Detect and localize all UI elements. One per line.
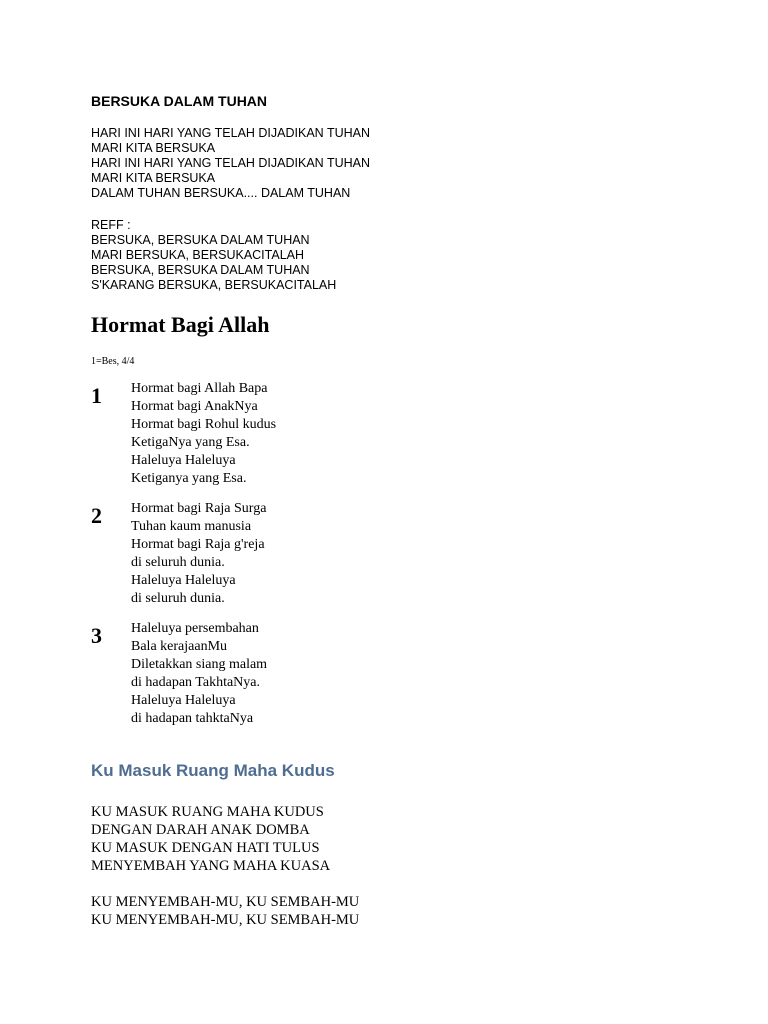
lyric-line: di hadapan TakhtaNya.	[131, 674, 260, 690]
verse-number: 1	[91, 383, 102, 408]
verse-lines	[131, 620, 267, 727]
lyric-line: S'KARANG BERSUKA, BERSUKACITALAH	[91, 278, 337, 292]
lyric-line: Hormat bagi AnakNya	[131, 398, 258, 414]
song3-stanza-2	[91, 893, 359, 929]
lyric-line: KetigaNya yang Esa.	[131, 434, 250, 450]
lyric-line: KU MASUK DENGAN HATI TULUS	[91, 840, 320, 856]
lyric-line: KU MENYEMBAH-MU, KU SEMBAH-MU	[91, 912, 360, 928]
song1-verse	[91, 126, 370, 201]
lyric-line: Ketiganya yang Esa.	[131, 470, 247, 486]
lyric-line: KU MENYEMBAH-MU, KU SEMBAH-MU	[91, 894, 360, 910]
lyric-line: Hormat bagi Raja g'reja	[131, 536, 265, 552]
lyric-line: Bala kerajaanMu	[131, 638, 228, 654]
lyric-line: Haleluya Haleluya	[131, 692, 236, 708]
reff-label: REFF :	[91, 218, 131, 232]
lyric-line: BERSUKA, BERSUKA DALAM TUHAN	[91, 263, 310, 277]
lyric-line: Haleluya Haleluya	[131, 452, 236, 468]
lyric-line: di seluruh dunia.	[131, 554, 225, 570]
verse-lines	[131, 500, 266, 607]
lyric-line: Haleluya Haleluya	[131, 572, 236, 588]
lyric-line: MARI KITA BERSUKA	[91, 141, 216, 155]
lyric-line: DALAM TUHAN BERSUKA.... DALAM TUHAN	[91, 186, 351, 200]
lyric-line: MARI BERSUKA, BERSUKACITALAH	[91, 248, 305, 262]
lyric-line: Diletakkan siang malam	[131, 656, 268, 672]
lyric-line: Tuhan kaum manusia	[131, 518, 252, 534]
song1-reff	[91, 218, 336, 293]
song-title-ku-masuk: Ku Masuk Ruang Maha Kudus	[91, 761, 335, 780]
lyric-line: BERSUKA, BERSUKA DALAM TUHAN	[91, 233, 310, 247]
lyric-line: DENGAN DARAH ANAK DOMBA	[91, 822, 310, 838]
verse-number: 3	[91, 623, 102, 648]
lyric-line: di seluruh dunia.	[131, 590, 225, 606]
lyric-line: HARI INI HARI YANG TELAH DIJADIKAN TUHAN	[91, 156, 370, 170]
lyric-line: KU MASUK RUANG MAHA KUDUS	[91, 804, 324, 820]
verse-number: 2	[91, 503, 102, 528]
key-signature: 1=Bes, 4/4	[91, 356, 135, 367]
lyric-line: di hadapan tahktaNya	[131, 710, 254, 726]
lyric-line: HARI INI HARI YANG TELAH DIJADIKAN TUHAN	[91, 126, 370, 140]
lyric-line: MENYEMBAH YANG MAHA KUASA	[91, 858, 331, 874]
lyric-line: Hormat bagi Raja Surga	[131, 501, 267, 516]
lyric-line: MARI KITA BERSUKA	[91, 171, 216, 185]
song-title-hormat: Hormat Bagi Allah	[91, 312, 270, 337]
lyric-line: Hormat bagi Allah Bapa	[131, 381, 268, 396]
song3-stanza-1	[91, 803, 330, 875]
verse-lines	[131, 380, 276, 487]
lyric-line: Hormat bagi Rohul kudus	[131, 416, 277, 432]
song-title-bersuka: BERSUKA DALAM TUHAN	[91, 93, 268, 109]
lyric-line: Haleluya persembahan	[131, 621, 259, 636]
